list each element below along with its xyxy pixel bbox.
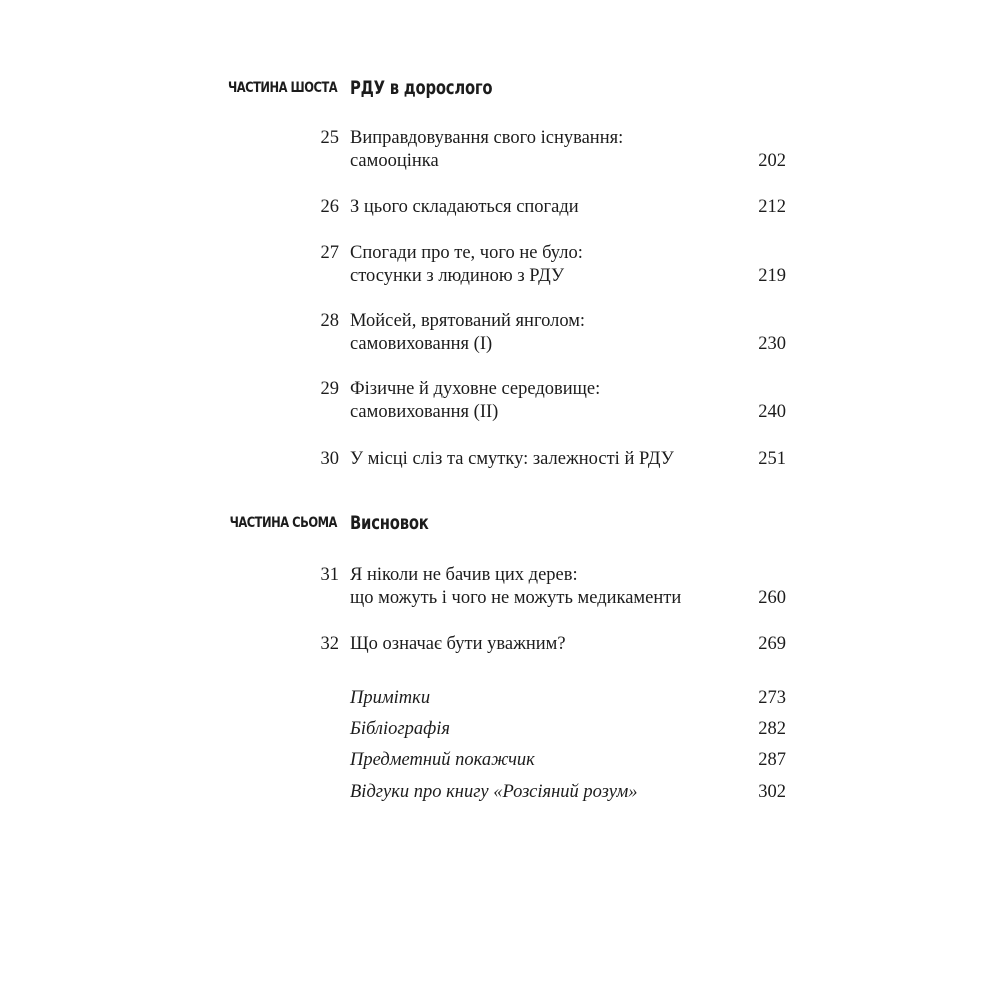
page-number: 269 — [758, 634, 786, 654]
chapter-title — [350, 127, 745, 173]
appendix-title: Предметний покажчик — [350, 750, 535, 770]
chapter-title — [350, 310, 745, 356]
page-number: 287 — [758, 750, 786, 770]
appendix-title: Відгуки про книгу «Розсіяний розум» — [350, 782, 638, 802]
chapter-number: 30 — [320, 449, 339, 469]
chapter-title — [350, 448, 745, 471]
toc-entry — [0, 196, 1000, 219]
chapter-title — [350, 196, 745, 219]
chapter-title-line: самовиховання (I) — [350, 334, 493, 354]
chapter-title — [350, 564, 745, 610]
part-heading — [0, 508, 1000, 538]
chapter-title-line: Фізичне й духовне середовище: — [350, 379, 601, 399]
appendix-entry — [0, 718, 1000, 741]
toc-entry — [0, 242, 1000, 288]
page-number: 240 — [758, 402, 786, 422]
part-label: ЧАСТИНА ШОСТА — [227, 80, 337, 96]
chapter-number: 28 — [320, 311, 339, 331]
chapter-title-line: Мойсей, врятований янголом: — [350, 311, 586, 331]
chapter-title — [350, 633, 745, 656]
toc-entry — [0, 448, 1000, 471]
toc-entry — [0, 564, 1000, 610]
chapter-number: 26 — [320, 197, 339, 217]
chapter-title — [350, 378, 745, 424]
page-number: 219 — [758, 266, 786, 286]
chapter-title-line: Що означає бути уважним? — [350, 634, 566, 654]
chapter-title-line: Виправдовування свого існування: — [350, 128, 624, 148]
chapter-title-line: У місці сліз та смутку: залежності й РДУ — [350, 449, 674, 469]
part-heading — [0, 73, 1000, 103]
toc-entry — [0, 633, 1000, 656]
page-number: 273 — [758, 688, 786, 708]
chapter-title-line: стосунки з людиною з РДУ — [350, 266, 565, 286]
chapter-number: 31 — [320, 565, 339, 585]
page-number: 202 — [758, 151, 786, 171]
chapter-number: 32 — [320, 634, 339, 654]
appendix-entry — [0, 749, 1000, 772]
page-number: 212 — [758, 197, 786, 217]
appendix-entry — [0, 781, 1000, 804]
appendix-title: Примітки — [350, 688, 431, 708]
chapter-title-line: самооцінка — [350, 151, 439, 171]
part-title: РДУ в дорослого — [350, 77, 493, 99]
chapter-title-line: самовиховання (II) — [350, 402, 499, 422]
chapter-number: 29 — [320, 379, 339, 399]
chapter-title — [350, 242, 745, 288]
part-title: Висновок — [350, 512, 429, 534]
chapter-title-line: Я ніколи не бачив цих дерев: — [350, 565, 578, 585]
chapter-title-line: Спогади про те, чого не було: — [350, 243, 583, 263]
page-number: 282 — [758, 719, 786, 739]
chapter-number: 27 — [320, 243, 339, 263]
toc-entry — [0, 127, 1000, 173]
appendix-entry — [0, 687, 1000, 710]
chapter-title-line: З цього складаються спогади — [350, 197, 579, 217]
toc-entry — [0, 378, 1000, 424]
toc-entry — [0, 310, 1000, 356]
page-number: 230 — [758, 334, 786, 354]
chapter-number: 25 — [320, 128, 339, 148]
page-number: 251 — [758, 449, 786, 469]
page-number: 302 — [758, 782, 786, 802]
page-number: 260 — [758, 588, 786, 608]
appendix-title: Бібліографія — [350, 719, 450, 739]
part-label: ЧАСТИНА СЬОМА — [229, 515, 337, 531]
chapter-title-line: що можуть і чого не можуть медикаменти — [350, 588, 682, 608]
